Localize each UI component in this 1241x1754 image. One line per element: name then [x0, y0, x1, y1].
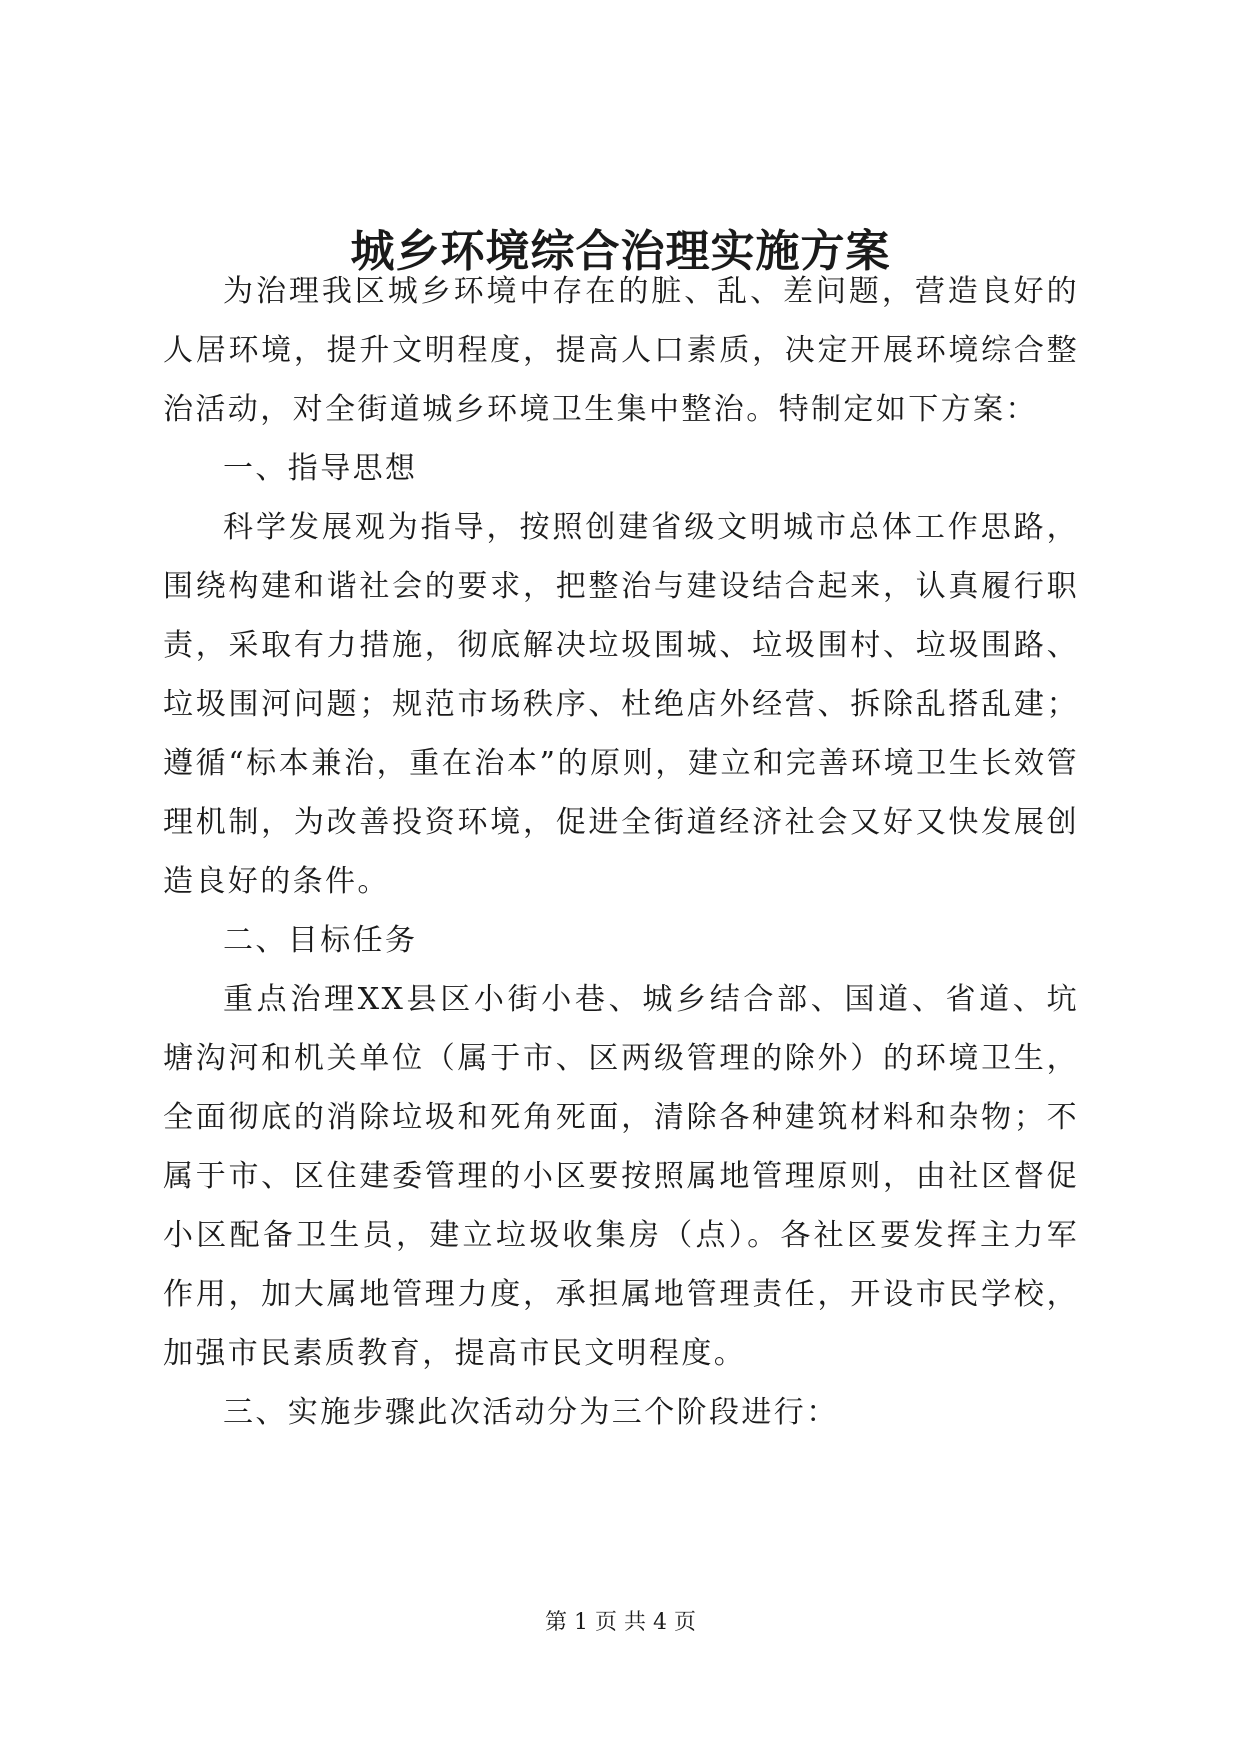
- section-heading-implementation-steps: 三、实施步骤此次活动分为三个阶段进行：: [223, 1395, 839, 1430]
- document-body: [163, 262, 1079, 1442]
- section-heading-goals-tasks: 二、目标任务: [223, 923, 418, 958]
- page-number-footer: 第 1 页 共 4 页: [545, 1610, 696, 1635]
- section-heading-guiding-ideology: 一、指导思想: [223, 451, 418, 486]
- intro-paragraph: 为治理我区城乡环境中存在的脏、乱、差问题，营造良好的人居环境，提升文明程度，提高人口素质，决定开展环境综合整治活动，对全街道城乡环境卫生集中整治。特制定如下方案：: [163, 274, 1079, 427]
- guiding-ideology-paragraph: 科学发展观为指导，按照创建省级文明城市总体工作思路，围绕构建和谐社会的要求，把整治与建设结合起来，认真履行职责，采取有力措施，彻底解决垃圾围城、垃圾围村、垃圾围路、垃圾围河问题；规范市场秩序、杜绝店外经营、拆除乱搭乱建；遵循“标本兼治，重在治本”的原则，建立和完善环境卫生长效管理机制，为改善投资环境，促进全街道经济社会又好又快发展创造良好的条件。: [163, 510, 1079, 899]
- goals-tasks-paragraph: 重点治理XX县区小街小巷、城乡结合部、国道、省道、坑塘沟河和机关单位（属于市、区两级管理的除外）的环境卫生，全面彻底的消除垃圾和死角死面，清除各种建筑材料和杂物；不属于市、区住建委管理的小区要按照属地管理原则，由社区督促小区配备卫生员，建立垃圾收集房（点）。各社区要发挥主力军作用，加大属地管理力度，承担属地管理责任，开设市民学校，加强市民素质教育，提高市民文明程度。: [163, 982, 1079, 1371]
- document-title: 城乡环境综合治理实施方案: [350, 226, 891, 277]
